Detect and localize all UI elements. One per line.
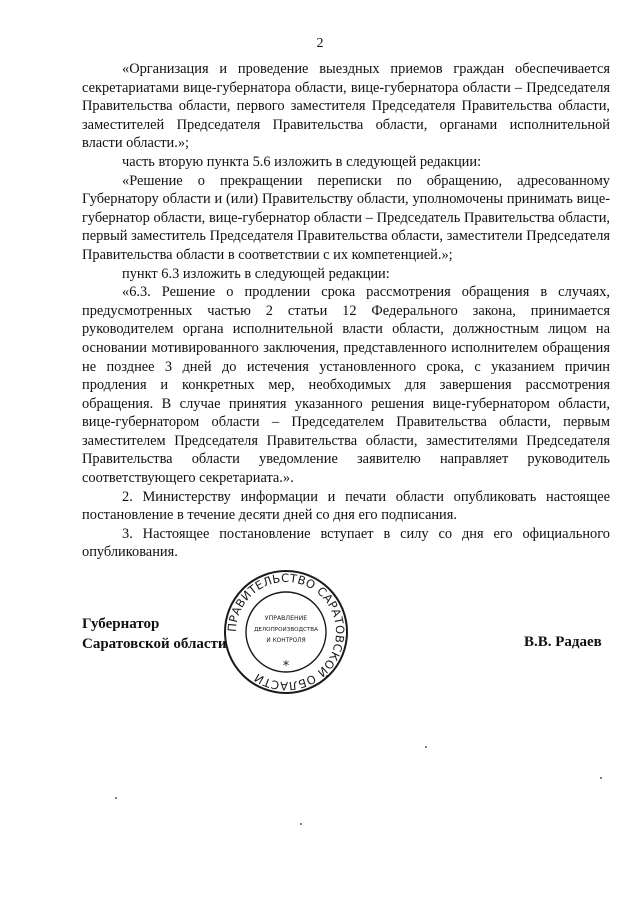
official-seal xyxy=(222,568,350,696)
page-number: 2 xyxy=(316,36,324,51)
paragraph-6-3-quote: «6.3. Решение о продлении срока рассмотрения обращения в случаях, предусмотренных частью 2 статьи 12 Федерального закона, принимается руководителем органа исполнительной власти области, должностным лицом на основании мотивированного заключения, представленного исполнителем обращения не позднее 3 дней до истечения установленного срока, с указанием причин продления и конкретных мер, необходимых для завершения рассмотрения обращения. В случае принятия указанного решения вице-губернатором области, вице-губернатором области – Председателем Правительства области, первым заместителем Председателя Правительства области, заместителями Председателя Правительства области уведомление заявителю направляет руководитель соответствующего секретариата.». xyxy=(82,284,610,487)
scan-speck xyxy=(600,777,602,779)
seal-star-icon: * xyxy=(282,659,290,674)
seal-center-line1: УПРАВЛЕНИЕ xyxy=(264,615,308,622)
signature-title-line2: Саратовской области xyxy=(82,636,227,652)
scan-speck xyxy=(115,797,117,799)
paragraph-reception-quote: «Организация и проведение выездных приемов граждан обеспечивается секретариатами вице-губернатора области, вице-губернатора области – Председателя Правительства области, первого заместителя Председателя Правительства области, заместителей Председателя Правительства области, органами исполнительной власти области.»; xyxy=(82,61,610,152)
signature-name: В.В. Радаев xyxy=(524,634,602,650)
signature-title-line1: Губернатор xyxy=(82,616,160,632)
paragraph-6-3-intro: пункт 6.3 изложить в следующей редакции: xyxy=(122,265,390,282)
signature-title xyxy=(82,614,227,654)
seal-ring-text: ПРАВИТЕЛЬСТВО САРАТОВСКОЙ ОБЛАСТИ xyxy=(224,570,348,694)
paragraph-5-6-quote: «Решение о прекращении переписки по обращению, адресованному Губернатору области и (или) Правительству области, уполномочены принимать вице-губернатор области, вице-губернатор области – Председатель Правительства области, первый заместитель Председателя Правительства области, заместители Председателя Правительства области в соответствии с их компетенцией.»; xyxy=(82,172,610,263)
paragraph-item-2: 2. Министерству информации и печати области опубликовать настоящее постановление в течение десяти дней со дня его подписания. xyxy=(82,488,610,524)
seal-center-line2: ДЕЛОПРОИЗВОДСТВА xyxy=(254,627,318,633)
document-body xyxy=(82,60,610,562)
scan-speck xyxy=(425,746,427,748)
seal-center-line3: И КОНТРОЛЯ xyxy=(266,638,306,644)
scan-speck xyxy=(300,823,302,825)
paragraph-5-6-intro: часть вторую пункта 5.6 изложить в следующей редакции: xyxy=(122,153,482,170)
paragraph-item-3: 3. Настоящее постановление вступает в силу со дня его официального опубликования. xyxy=(82,525,610,561)
